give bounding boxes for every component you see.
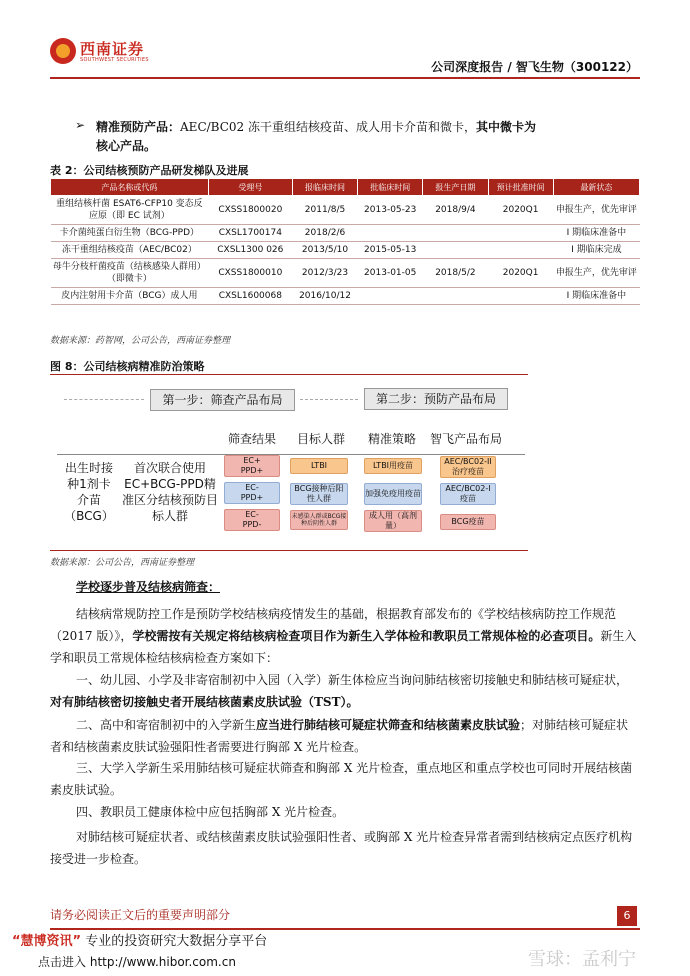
figure-row-divider xyxy=(57,454,525,455)
table-cell: 2018/5/2 xyxy=(423,259,488,288)
table-header-cell: 批临床时间 xyxy=(358,179,423,196)
bullet-bold-tail: 其中微卡为核心产品。 xyxy=(96,120,536,153)
table-header-cell: 预计批准时间 xyxy=(488,179,553,196)
promo-link-line xyxy=(38,953,236,970)
paragraph-3-a: 二、高中和寄宿制初中的入学新生 xyxy=(76,718,257,732)
table-cell: 2013-05-23 xyxy=(358,196,423,225)
figure-bottom-divider xyxy=(50,550,528,551)
product-2: AEC/BC02-I 疫苗 xyxy=(440,483,496,505)
table-cell: 皮内注射用卡介苗（BCG）成人用 xyxy=(51,288,209,305)
step2-box: 第二步：预防产品布局 xyxy=(364,388,508,410)
step-dashed-line xyxy=(64,399,144,400)
paragraph-2 xyxy=(50,669,640,713)
promo-line xyxy=(12,930,267,949)
table-cell xyxy=(423,242,488,259)
bullet-text: AEC/BC02 冻干重组结核疫苗、成人用卡介苗和微卡， xyxy=(180,120,476,134)
table-cell: 2013/5/10 xyxy=(292,242,357,259)
col-head-strategy: 精准策略 xyxy=(367,432,416,446)
paragraph-1-b: 学校需按有关规定将结核病检查项目作为新生入学体检和教职员工常规体检的必查项目。 xyxy=(132,629,601,643)
table-cell: CXSL1600068 xyxy=(208,288,292,305)
bullet-arrow-icon: ➢ xyxy=(75,118,86,132)
figure-caption: 图 8：公司结核病精准防治策略 xyxy=(50,360,205,373)
table-cell: 2012/3/23 xyxy=(292,259,357,288)
paragraph-6: 对肺结核可疑症状者、或结核菌素皮肤试验强阳性者、或胸部 X 光片检查异常者需到结核病定点医疗机构接受进一步检查。 xyxy=(50,830,633,866)
table-cell: CXSS1800020 xyxy=(208,196,292,225)
table-header-cell: 最新状态 xyxy=(553,179,639,196)
table-cell: 卡介菌纯蛋白衍生物（BCG-PPD） xyxy=(51,225,209,242)
table-cell xyxy=(358,225,423,242)
table-cell: I 期临床准备中 xyxy=(553,225,639,242)
logo-emblem-icon xyxy=(50,38,76,64)
strategy-1: LTBI用疫苗 xyxy=(364,458,422,474)
table-cell xyxy=(488,288,553,305)
paragraph-1-c: 新生入学和职员工常规体检结核病检查方案如下： xyxy=(50,629,637,665)
figure-source: 数据来源：公司公告，西南证券整理 xyxy=(50,558,195,568)
table-cell: I 期临床准备中 xyxy=(553,288,639,305)
table-cell xyxy=(358,288,423,305)
screen-result-3: EC- PPD- xyxy=(224,509,280,531)
col-head-products: 智飞产品布局 xyxy=(429,432,502,446)
table-caption: 表 2：公司结核预防产品研发梯队及进展 xyxy=(50,164,249,177)
col-head-screen: 筛查结果 xyxy=(227,432,276,446)
table-cell xyxy=(423,288,488,305)
table-cell: 母牛分枝杆菌疫苗（结核感染人群用）（即微卡） xyxy=(51,259,209,288)
table-cell: 申报生产，优先审评 xyxy=(553,196,639,225)
table-cell: 2020Q1 xyxy=(488,259,553,288)
col-head-target: 目标人群 xyxy=(296,432,345,446)
table-row xyxy=(51,196,640,225)
watermark: 雪球：孟利宁 xyxy=(528,949,636,970)
promo-link-label: 点击进入 xyxy=(38,955,87,969)
paragraph-3 xyxy=(50,714,640,758)
table-cell: I 期临床完成 xyxy=(553,242,639,259)
table-row xyxy=(51,288,640,305)
mid-title: 首次联合使用EC+BCG-PPD精准区分结核预防目标人群 xyxy=(121,461,218,523)
figure-top-divider xyxy=(50,374,528,375)
table-cell: 2016/10/12 xyxy=(292,288,357,305)
table-cell: 2018/2/6 xyxy=(292,225,357,242)
bullet-label: 精准预防产品： xyxy=(96,120,181,134)
logo-text-cn: 西南证券 xyxy=(80,40,145,58)
table-header-cell: 报临床时间 xyxy=(292,179,357,196)
paragraph-4: 三、大学入学新生采用肺结核可疑症状筛查和胸部 X 光片检查，重点地区和重点学校也可同时开展结核菌素皮肤试验。 xyxy=(50,761,633,797)
paragraph-5: 四、教职员工健康体检中应包括胸部 X 光片检查。 xyxy=(76,805,345,819)
table-row xyxy=(51,242,640,259)
header-divider xyxy=(50,77,640,79)
table-cell: 2018/9/4 xyxy=(423,196,488,225)
table-cell: 2011/8/5 xyxy=(292,196,357,225)
table-cell: 重组结核杆菌 ESAT6-CFP10 变态反应原（即 EC 试剂） xyxy=(51,196,209,225)
table-cell: CXSL1300 026 xyxy=(208,242,292,259)
target-group-1: LTBI xyxy=(290,458,348,474)
table-cell: CXSL1700174 xyxy=(208,225,292,242)
promo-link[interactable]: http://www.hibor.com.cn xyxy=(89,955,236,969)
promo-text: 专业的投资研究大数据分享平台 xyxy=(85,934,268,949)
product-1: AEC/BC02-II 治疗疫苗 xyxy=(440,456,496,478)
logo-text-en: SOUTHWEST SECURITIES xyxy=(80,57,149,63)
page-number: 6 xyxy=(617,906,637,926)
product-3: BCG疫苗 xyxy=(440,514,496,530)
footer-notice: 请务必阅读正文后的重要声明部分 xyxy=(50,908,231,922)
table-cell xyxy=(423,225,488,242)
table-header-row xyxy=(51,179,640,196)
table-row xyxy=(51,225,640,242)
table-source: 数据来源：药智网，公司公告，西南证券整理 xyxy=(50,336,231,346)
table-cell xyxy=(488,225,553,242)
target-group-3: 未感染人群或BCG接种后阴性人群 xyxy=(290,510,348,530)
bullet-paragraph xyxy=(96,118,536,156)
report-title: 公司深度报告 / 智飞生物（300122） xyxy=(431,60,638,74)
table-cell: 2020Q1 xyxy=(488,196,553,225)
table-cell: 2015-05-13 xyxy=(358,242,423,259)
screen-result-2: EC- PPD+ xyxy=(224,482,280,504)
paragraph-3-b: 应当进行肺结核可疑症状筛查和结核菌素皮肤试验 xyxy=(256,718,521,732)
table-cell: 冻干重组结核疫苗（AEC/BC02） xyxy=(51,242,209,259)
left-title: 出生时接种1剂卡介苗（BCG） xyxy=(64,461,114,523)
table-cell: CXSS1800010 xyxy=(208,259,292,288)
step1-box: 第一步：筛查产品布局 xyxy=(150,389,295,411)
strategy-2: 加强免疫用疫苗 xyxy=(364,483,422,505)
table-header-cell: 报生产日期 xyxy=(423,179,488,196)
table-header-cell: 受理号 xyxy=(208,179,292,196)
table-header-cell: 产品名称或代码 xyxy=(51,179,209,196)
paragraph-2-a: 一、幼儿园、小学及非寄宿制初中入园（入学）新生体检应当询问肺结核密切接触史和肺结核可疑症状， xyxy=(76,673,629,687)
section-title: 学校逐步普及结核病筛查： xyxy=(76,580,221,594)
table-cell xyxy=(488,242,553,259)
paragraph-1-a: 结核病常规防控工作是预防学校结核病疫情发生的基础，根据教育部发布的《学校结核病防控工作规范（2017 版）》， xyxy=(50,607,617,643)
product-table xyxy=(50,178,640,305)
table-row xyxy=(51,259,640,288)
screen-result-1: EC+ PPD+ xyxy=(224,455,280,477)
step-dashed-line xyxy=(300,399,358,400)
strategy-3: 成人用（高剂量） xyxy=(364,510,422,532)
paragraph-2-b: 对有肺结核密切接触史者开展结核菌素皮肤试验（TST）。 xyxy=(50,695,359,709)
table-cell: 2013-01-05 xyxy=(358,259,423,288)
promo-quote: “慧博资讯” xyxy=(12,934,82,949)
paragraph-3-c: ；对肺结核可疑症状者和结核菌素皮肤试验强阳性者需要进行胸部 X 光片检查。 xyxy=(50,718,629,754)
company-logo xyxy=(50,36,170,70)
target-group-2: BCG接种后阳性人群 xyxy=(290,483,348,505)
table-cell: 申报生产，优先审评 xyxy=(553,259,639,288)
paragraph-1 xyxy=(50,603,640,669)
